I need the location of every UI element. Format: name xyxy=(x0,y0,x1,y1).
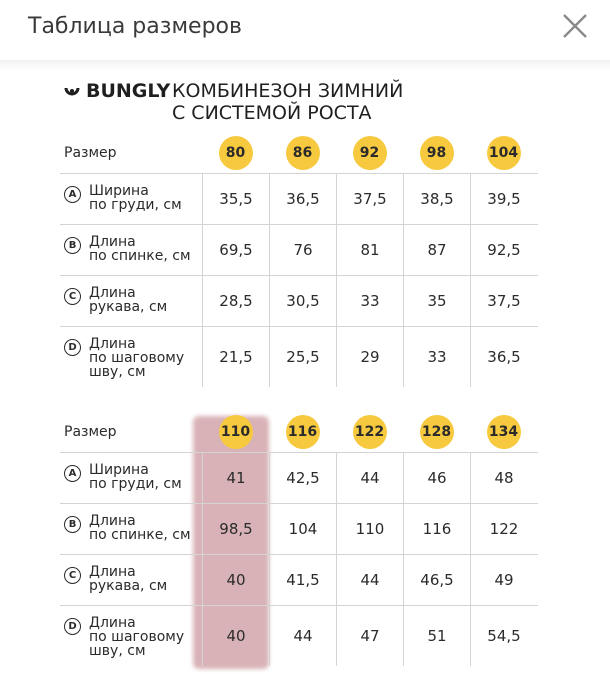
size-cell xyxy=(269,411,336,452)
measurement-value: 40 xyxy=(202,606,269,666)
brand-name: BUNGLY xyxy=(86,80,171,102)
measurement-value: 47 xyxy=(336,606,403,666)
measurement-value: 41,5 xyxy=(269,555,336,605)
measurement-marker: D xyxy=(64,618,81,635)
size-label-cell xyxy=(60,132,202,173)
size-row xyxy=(60,411,538,452)
measurement-value: 40 xyxy=(202,555,269,605)
measurement-value: 35,5 xyxy=(202,174,269,224)
measurement-value: 30,5 xyxy=(269,276,336,326)
measurement-label: Длина рукава, см xyxy=(89,285,168,315)
measurement-label-cell xyxy=(60,327,202,387)
measurement-value: 116 xyxy=(403,504,470,554)
measurement-value: 98,5 xyxy=(202,504,269,554)
measurement-label: Длина по шаговому шву, см xyxy=(89,336,185,380)
measurement-value: 25,5 xyxy=(269,327,336,387)
product-title-line1: КОМБИНЕЗОН ЗИМНИЙ xyxy=(172,80,404,102)
measurement-value: 38,5 xyxy=(403,174,470,224)
bungly-logo-icon xyxy=(64,83,80,99)
measurement-marker: D xyxy=(64,339,81,356)
measurement-marker: C xyxy=(64,567,81,584)
size-badge: 86 xyxy=(286,136,320,170)
measurement-value: 51 xyxy=(403,606,470,666)
measurement-label-cell xyxy=(60,174,202,224)
measurement-value: 36,5 xyxy=(470,327,537,387)
measurement-label-cell xyxy=(60,504,202,554)
size-cell xyxy=(470,132,537,173)
size-cell xyxy=(202,411,269,452)
measurement-value: 21,5 xyxy=(202,327,269,387)
measurement-value: 42,5 xyxy=(269,453,336,503)
size-table-2 xyxy=(60,411,538,666)
size-label: Размер xyxy=(64,423,117,440)
measurement-value: 54,5 xyxy=(470,606,537,666)
measurement-label: Ширина по груди, см xyxy=(89,183,182,213)
product-title-line2: С СИСТЕМОЙ РОСТА xyxy=(172,102,372,124)
measurement-label: Длина по спинке, см xyxy=(89,513,191,543)
product-title xyxy=(172,80,403,124)
measurement-row xyxy=(60,554,538,605)
header-divider xyxy=(0,60,610,70)
measurement-value: 44 xyxy=(336,555,403,605)
size-label: Размер xyxy=(64,144,117,161)
measurement-value: 92,5 xyxy=(470,225,537,275)
measurement-value: 44 xyxy=(336,453,403,503)
size-badge: 110 xyxy=(219,415,253,449)
size-cell xyxy=(403,411,470,452)
measurement-label: Длина по шаговому шву, см xyxy=(89,615,185,659)
close-icon[interactable] xyxy=(561,12,589,40)
measurement-value: 48 xyxy=(470,453,537,503)
measurement-value: 37,5 xyxy=(336,174,403,224)
measurement-row xyxy=(60,326,538,387)
size-cell xyxy=(269,132,336,173)
measurement-value: 29 xyxy=(336,327,403,387)
measurement-label-cell xyxy=(60,453,202,503)
measurement-marker: B xyxy=(64,516,81,533)
measurement-marker: C xyxy=(64,288,81,305)
measurement-value: 87 xyxy=(403,225,470,275)
size-cell xyxy=(336,132,403,173)
size-badge: 128 xyxy=(420,415,454,449)
measurement-label: Длина по спинке, см xyxy=(89,234,191,264)
measurement-row xyxy=(60,224,538,275)
measurement-row xyxy=(60,452,538,503)
size-badge: 92 xyxy=(353,136,387,170)
measurement-value: 33 xyxy=(403,327,470,387)
measurement-label-cell xyxy=(60,225,202,275)
measurement-value: 44 xyxy=(269,606,336,666)
page-title: Таблица размеров xyxy=(28,14,242,39)
measurement-label-cell xyxy=(60,276,202,326)
size-label-cell xyxy=(60,411,202,452)
measurement-row xyxy=(60,275,538,326)
measurement-value: 39,5 xyxy=(470,174,537,224)
measurement-row xyxy=(60,503,538,554)
measurement-value: 46,5 xyxy=(403,555,470,605)
size-row xyxy=(60,132,538,173)
measurement-label-cell xyxy=(60,555,202,605)
measurement-value: 122 xyxy=(470,504,537,554)
size-badge: 116 xyxy=(286,415,320,449)
measurement-value: 41 xyxy=(202,453,269,503)
size-table-1 xyxy=(60,132,538,387)
measurement-value: 36,5 xyxy=(269,174,336,224)
measurement-value: 28,5 xyxy=(202,276,269,326)
measurement-row xyxy=(60,605,538,666)
measurement-value: 81 xyxy=(336,225,403,275)
measurement-value: 49 xyxy=(470,555,537,605)
measurement-value: 46 xyxy=(403,453,470,503)
measurement-marker: A xyxy=(64,465,81,482)
measurement-marker: A xyxy=(64,186,81,203)
measurement-label: Ширина по груди, см xyxy=(89,462,182,492)
measurement-label: Длина рукава, см xyxy=(89,564,168,594)
measurement-value: 110 xyxy=(336,504,403,554)
measurement-value: 69,5 xyxy=(202,225,269,275)
size-badge: 134 xyxy=(487,415,521,449)
measurement-marker: B xyxy=(64,237,81,254)
size-cell xyxy=(336,411,403,452)
measurement-label-cell xyxy=(60,606,202,666)
size-cell xyxy=(470,411,537,452)
measurement-value: 35 xyxy=(403,276,470,326)
size-badge: 104 xyxy=(487,136,521,170)
measurement-value: 76 xyxy=(269,225,336,275)
measurement-value: 37,5 xyxy=(470,276,537,326)
size-badge: 122 xyxy=(353,415,387,449)
measurement-value: 33 xyxy=(336,276,403,326)
size-cell xyxy=(202,132,269,173)
size-badge: 80 xyxy=(219,136,253,170)
size-badge: 98 xyxy=(420,136,454,170)
size-cell xyxy=(403,132,470,173)
measurement-value: 104 xyxy=(269,504,336,554)
measurement-row xyxy=(60,173,538,224)
